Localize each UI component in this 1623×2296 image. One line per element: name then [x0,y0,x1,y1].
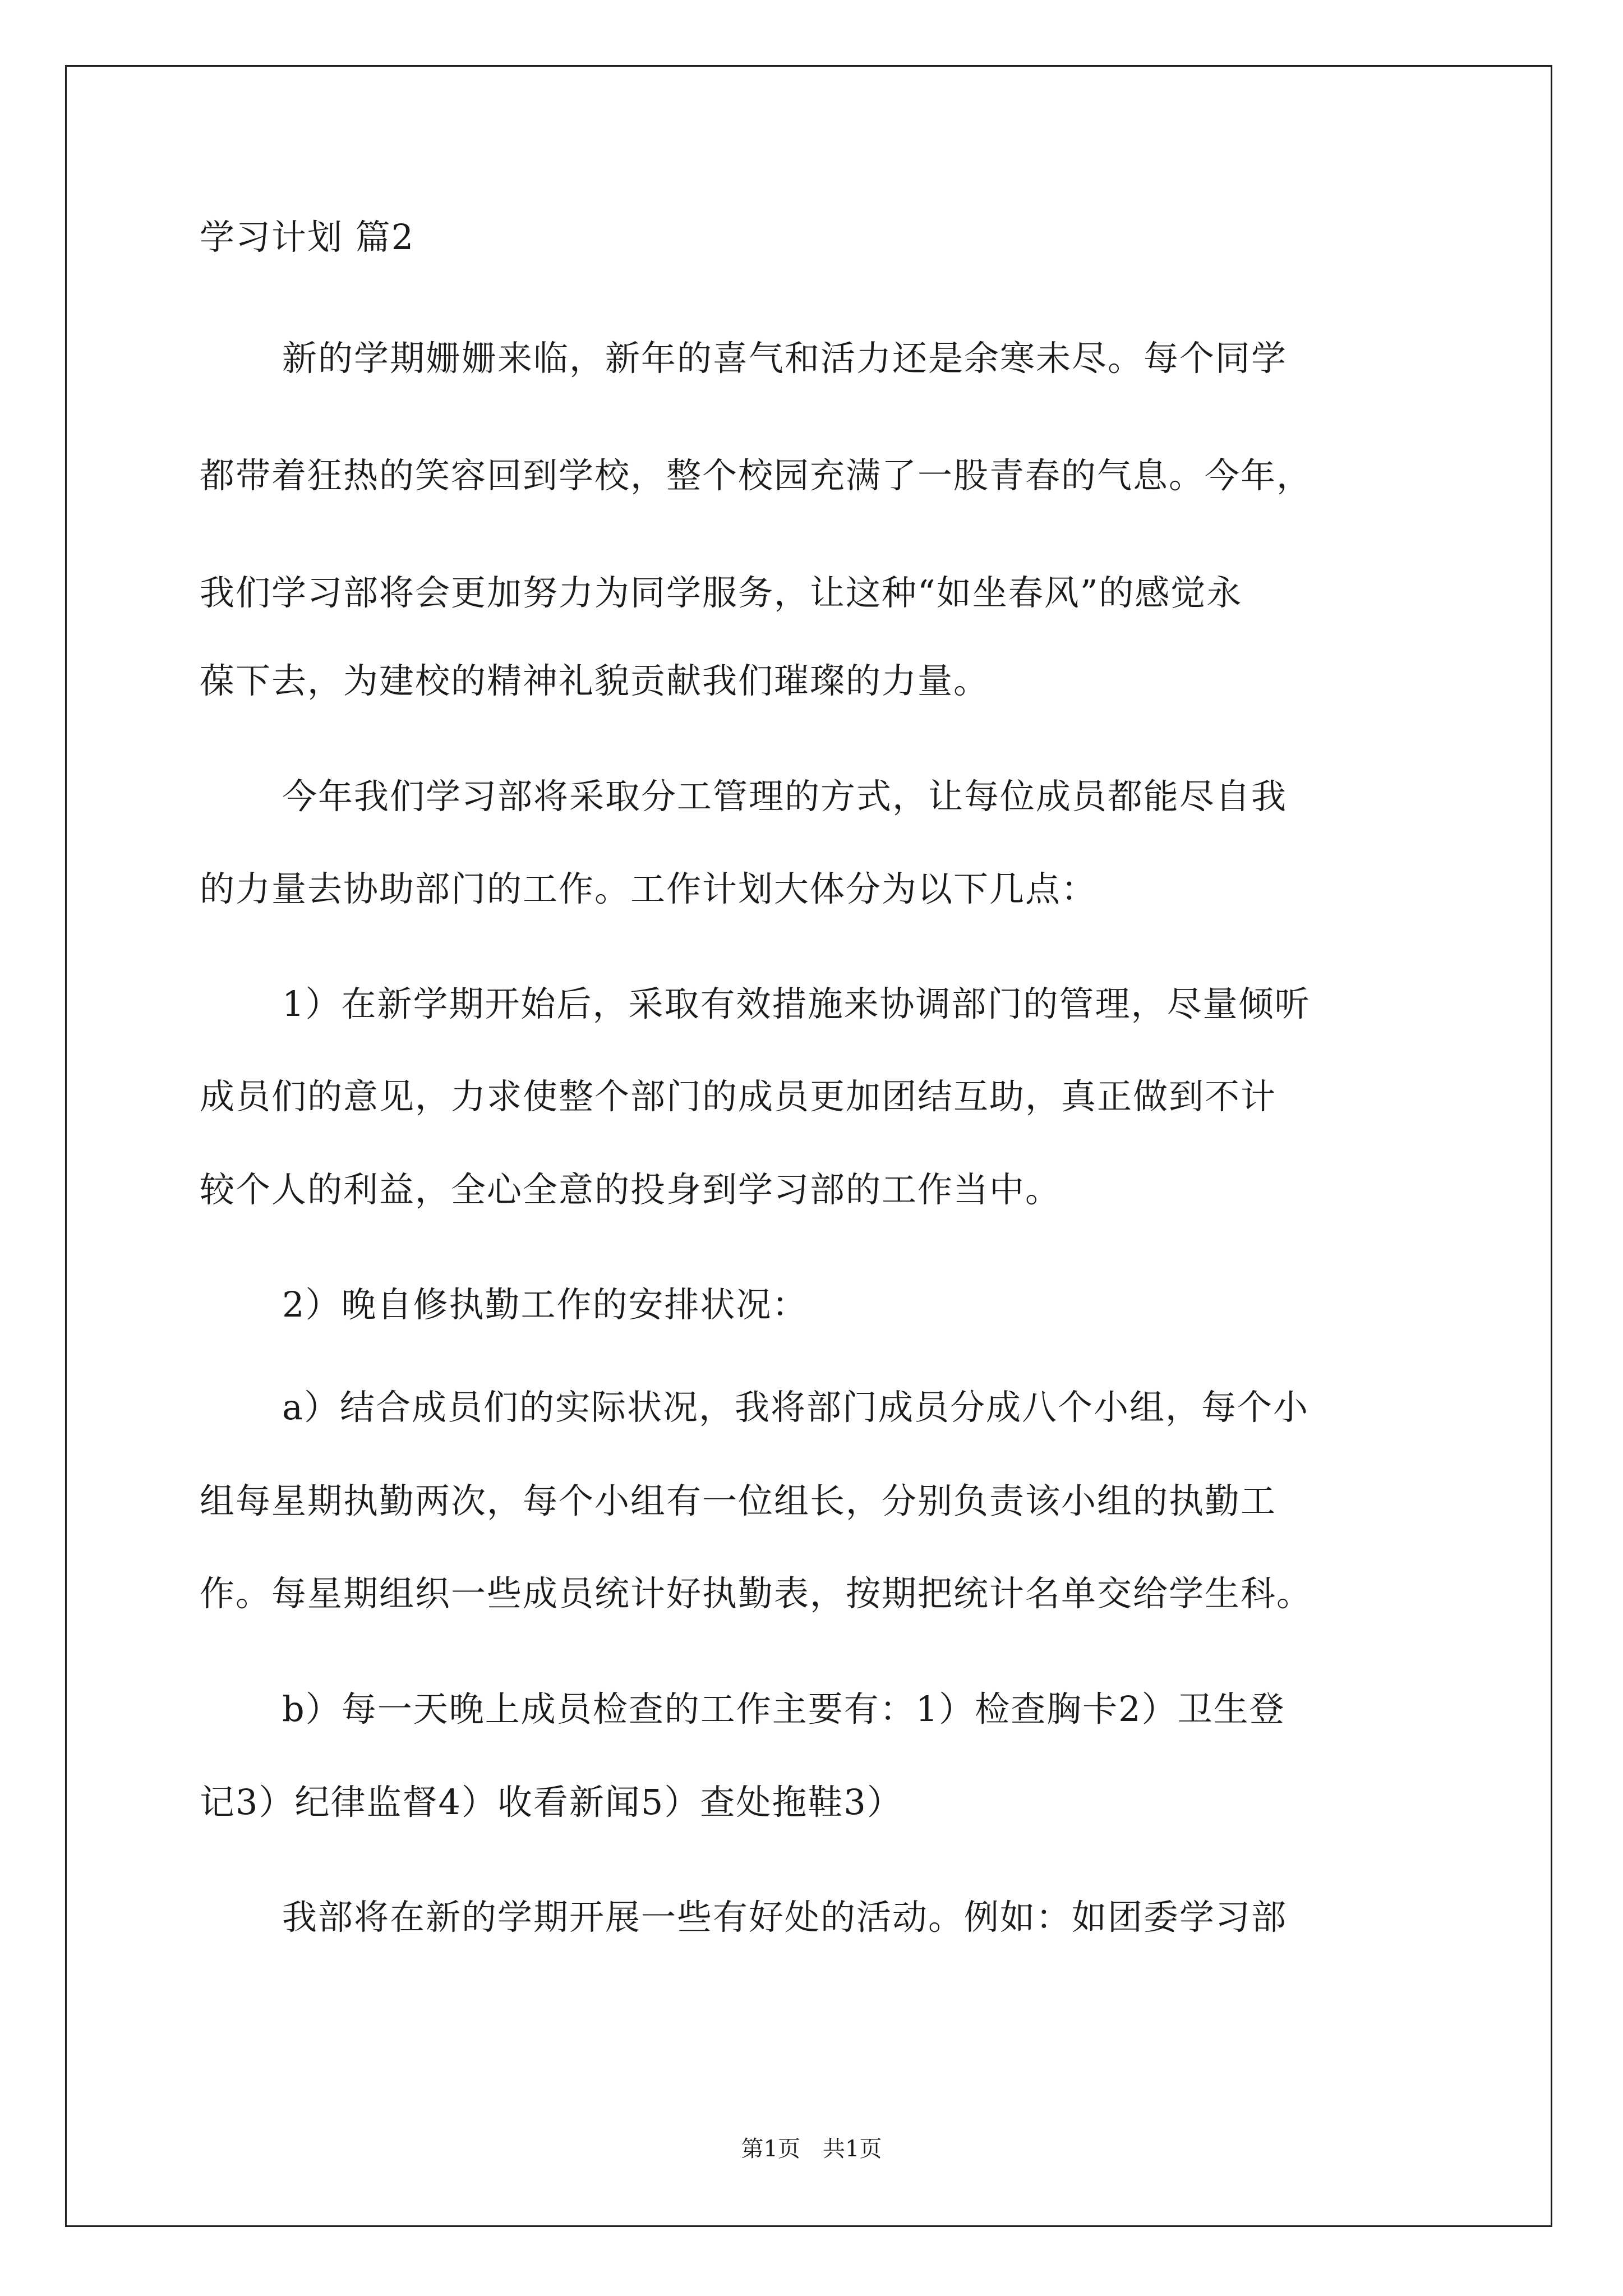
paragraph-line: a）结合成员们的实际状况，我将部门成员分成八个小组，每个小 [282,1387,1309,1428]
paragraph-line: 1）在新学期开始后，采取有效措施来协调部门的管理，尽量倾听 [282,983,1311,1024]
paragraph-line: 的力量去协助部门的工作。工作计划大体分为以下几点： [200,868,1098,909]
paragraph-line: 较个人的利益，全心全意的投身到学习部的工作当中。 [200,1169,1062,1210]
paragraph-line: 我们学习部将会更加努力为同学服务，让这种“如坐春风”的感觉永 [200,572,1243,613]
paragraph-line: 我部将在新的学期开展一些有好处的活动。例如：如团委学习部 [282,1897,1288,1938]
paragraph-line: 成员们的意见，力求使整个部门的成员更加团结互助，真正做到不计 [200,1076,1277,1117]
paragraph-line: 葆下去，为建校的精神礼貌贡献我们璀璨的力量。 [200,660,990,701]
page-number-footer: 第1页 共1页 [741,2136,882,2162]
paragraph-line: 今年我们学习部将采取分工管理的方式，让每位成员都能尽自我 [282,776,1288,817]
document-heading: 学习计划 篇2 [200,217,415,257]
paragraph-line: 组每星期执勤两次，每个小组有一位组长，分别负责该小组的执勤工 [200,1480,1277,1521]
paragraph-line: 2）晚自修执勤工作的安排状况： [282,1284,808,1325]
paragraph-line: b）每一天晚上成员检查的工作主要有：1）检查胸卡2）卫生登 [282,1688,1285,1729]
paragraph-line: 都带着狂热的笑容回到学校，整个校园充满了一股青春的气息。今年， [200,455,1313,496]
paragraph-line: 新的学期姗姗来临，新年的喜气和活力还是余寒未尽。每个同学 [282,338,1288,379]
paragraph-line: 记3）纪律监督4）收看新闻5）查处拖鞋3） [200,1782,903,1823]
paragraph-line: 作。每星期组织一些成员统计好执勤表，按期把统计名单交给学生科。 [200,1573,1313,1614]
